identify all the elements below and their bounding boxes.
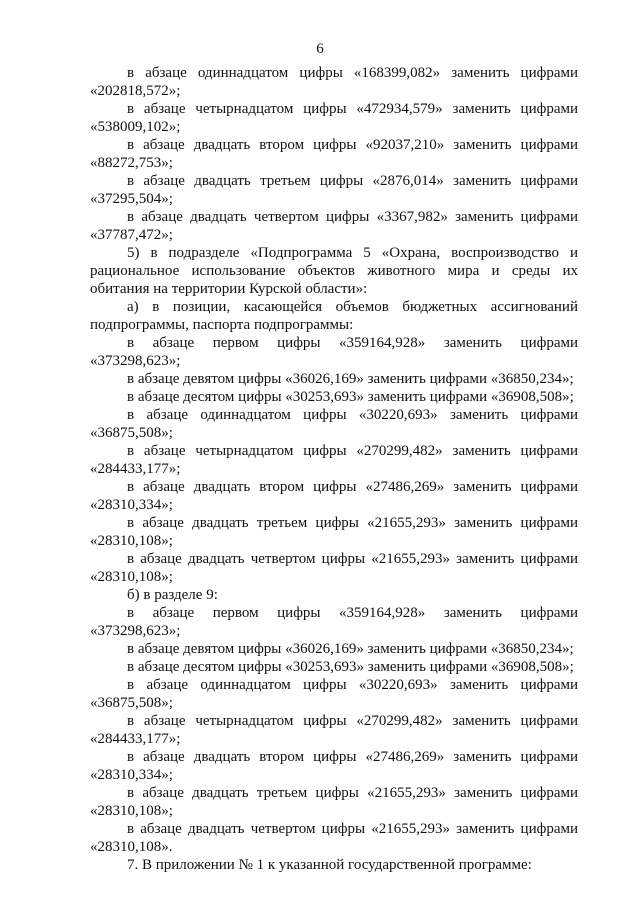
paragraph: в абзаце первом цифры «359164,928» заменить цифрами «373298,623»;	[90, 605, 578, 639]
paragraph: в абзаце одиннадцатом цифры «30220,693» заменить цифрами «36875,508»;	[90, 407, 578, 441]
paragraph: в абзаце одиннадцатом цифры «30220,693» заменить цифрами «36875,508»;	[90, 677, 578, 711]
paragraph: в абзаце четырнадцатом цифры «270299,482» заменить цифрами «284433,177»;	[90, 713, 578, 747]
paragraph: в абзаце двадцать втором цифры «27486,269» заменить цифрами «28310,334»;	[90, 749, 578, 783]
paragraph: в абзаце двадцать четвертом цифры «3367,982» заменить цифрами «37787,472»;	[90, 209, 578, 243]
paragraph: а) в позиции, касающейся объемов бюджетных ассигнований подпрограммы, паспорта подпрограммы:	[90, 299, 578, 333]
paragraph: б) в разделе 9:	[127, 587, 218, 603]
paragraph: в абзаце одиннадцатом цифры «168399,082» заменить цифрами «202818,572»;	[90, 65, 578, 99]
paragraph: 7. В приложении № 1 к указанной государственной программе:	[127, 857, 532, 873]
paragraph: в абзаце двадцать четвертом цифры «21655,293» заменить цифрами «28310,108»;	[90, 551, 578, 585]
document-body	[90, 64, 578, 874]
paragraph: в абзаце десятом цифры «30253,693» заменить цифрами «36908,508»;	[127, 659, 574, 675]
page-number: 6	[316, 41, 324, 57]
paragraph: в абзаце четырнадцатом цифры «472934,579» заменить цифрами «538009,102»;	[90, 101, 578, 135]
paragraph: в абзаце девятом цифры «36026,169» заменить цифрами «36850,234»;	[127, 371, 574, 387]
paragraph: 5) в подразделе «Подпрограмма 5 «Охрана, воспроизводство и рациональное использование объектов животного мира и среды их обитания на территории Курской области»:	[90, 245, 578, 297]
paragraph: в абзаце двадцать втором цифры «92037,210» заменить цифрами «88272,753»;	[90, 137, 578, 171]
paragraph: в абзаце двадцать третьем цифры «21655,293» заменить цифрами «28310,108»;	[90, 515, 578, 549]
paragraph: в абзаце двадцать третьем цифры «2876,014» заменить цифрами «37295,504»;	[90, 173, 578, 207]
paragraph: в абзаце девятом цифры «36026,169» заменить цифрами «36850,234»;	[127, 641, 574, 657]
paragraph: в абзаце десятом цифры «30253,693» заменить цифрами «36908,508»;	[127, 389, 574, 405]
paragraph: в абзаце первом цифры «359164,928» заменить цифрами «373298,623»;	[90, 335, 578, 369]
paragraph: в абзаце двадцать третьем цифры «21655,293» заменить цифрами «28310,108»;	[90, 785, 578, 819]
paragraph: в абзаце четырнадцатом цифры «270299,482» заменить цифрами «284433,177»;	[90, 443, 578, 477]
paragraph: в абзаце двадцать четвертом цифры «21655,293» заменить цифрами «28310,108».	[90, 821, 578, 855]
paragraph: в абзаце двадцать втором цифры «27486,269» заменить цифрами «28310,334»;	[90, 479, 578, 513]
